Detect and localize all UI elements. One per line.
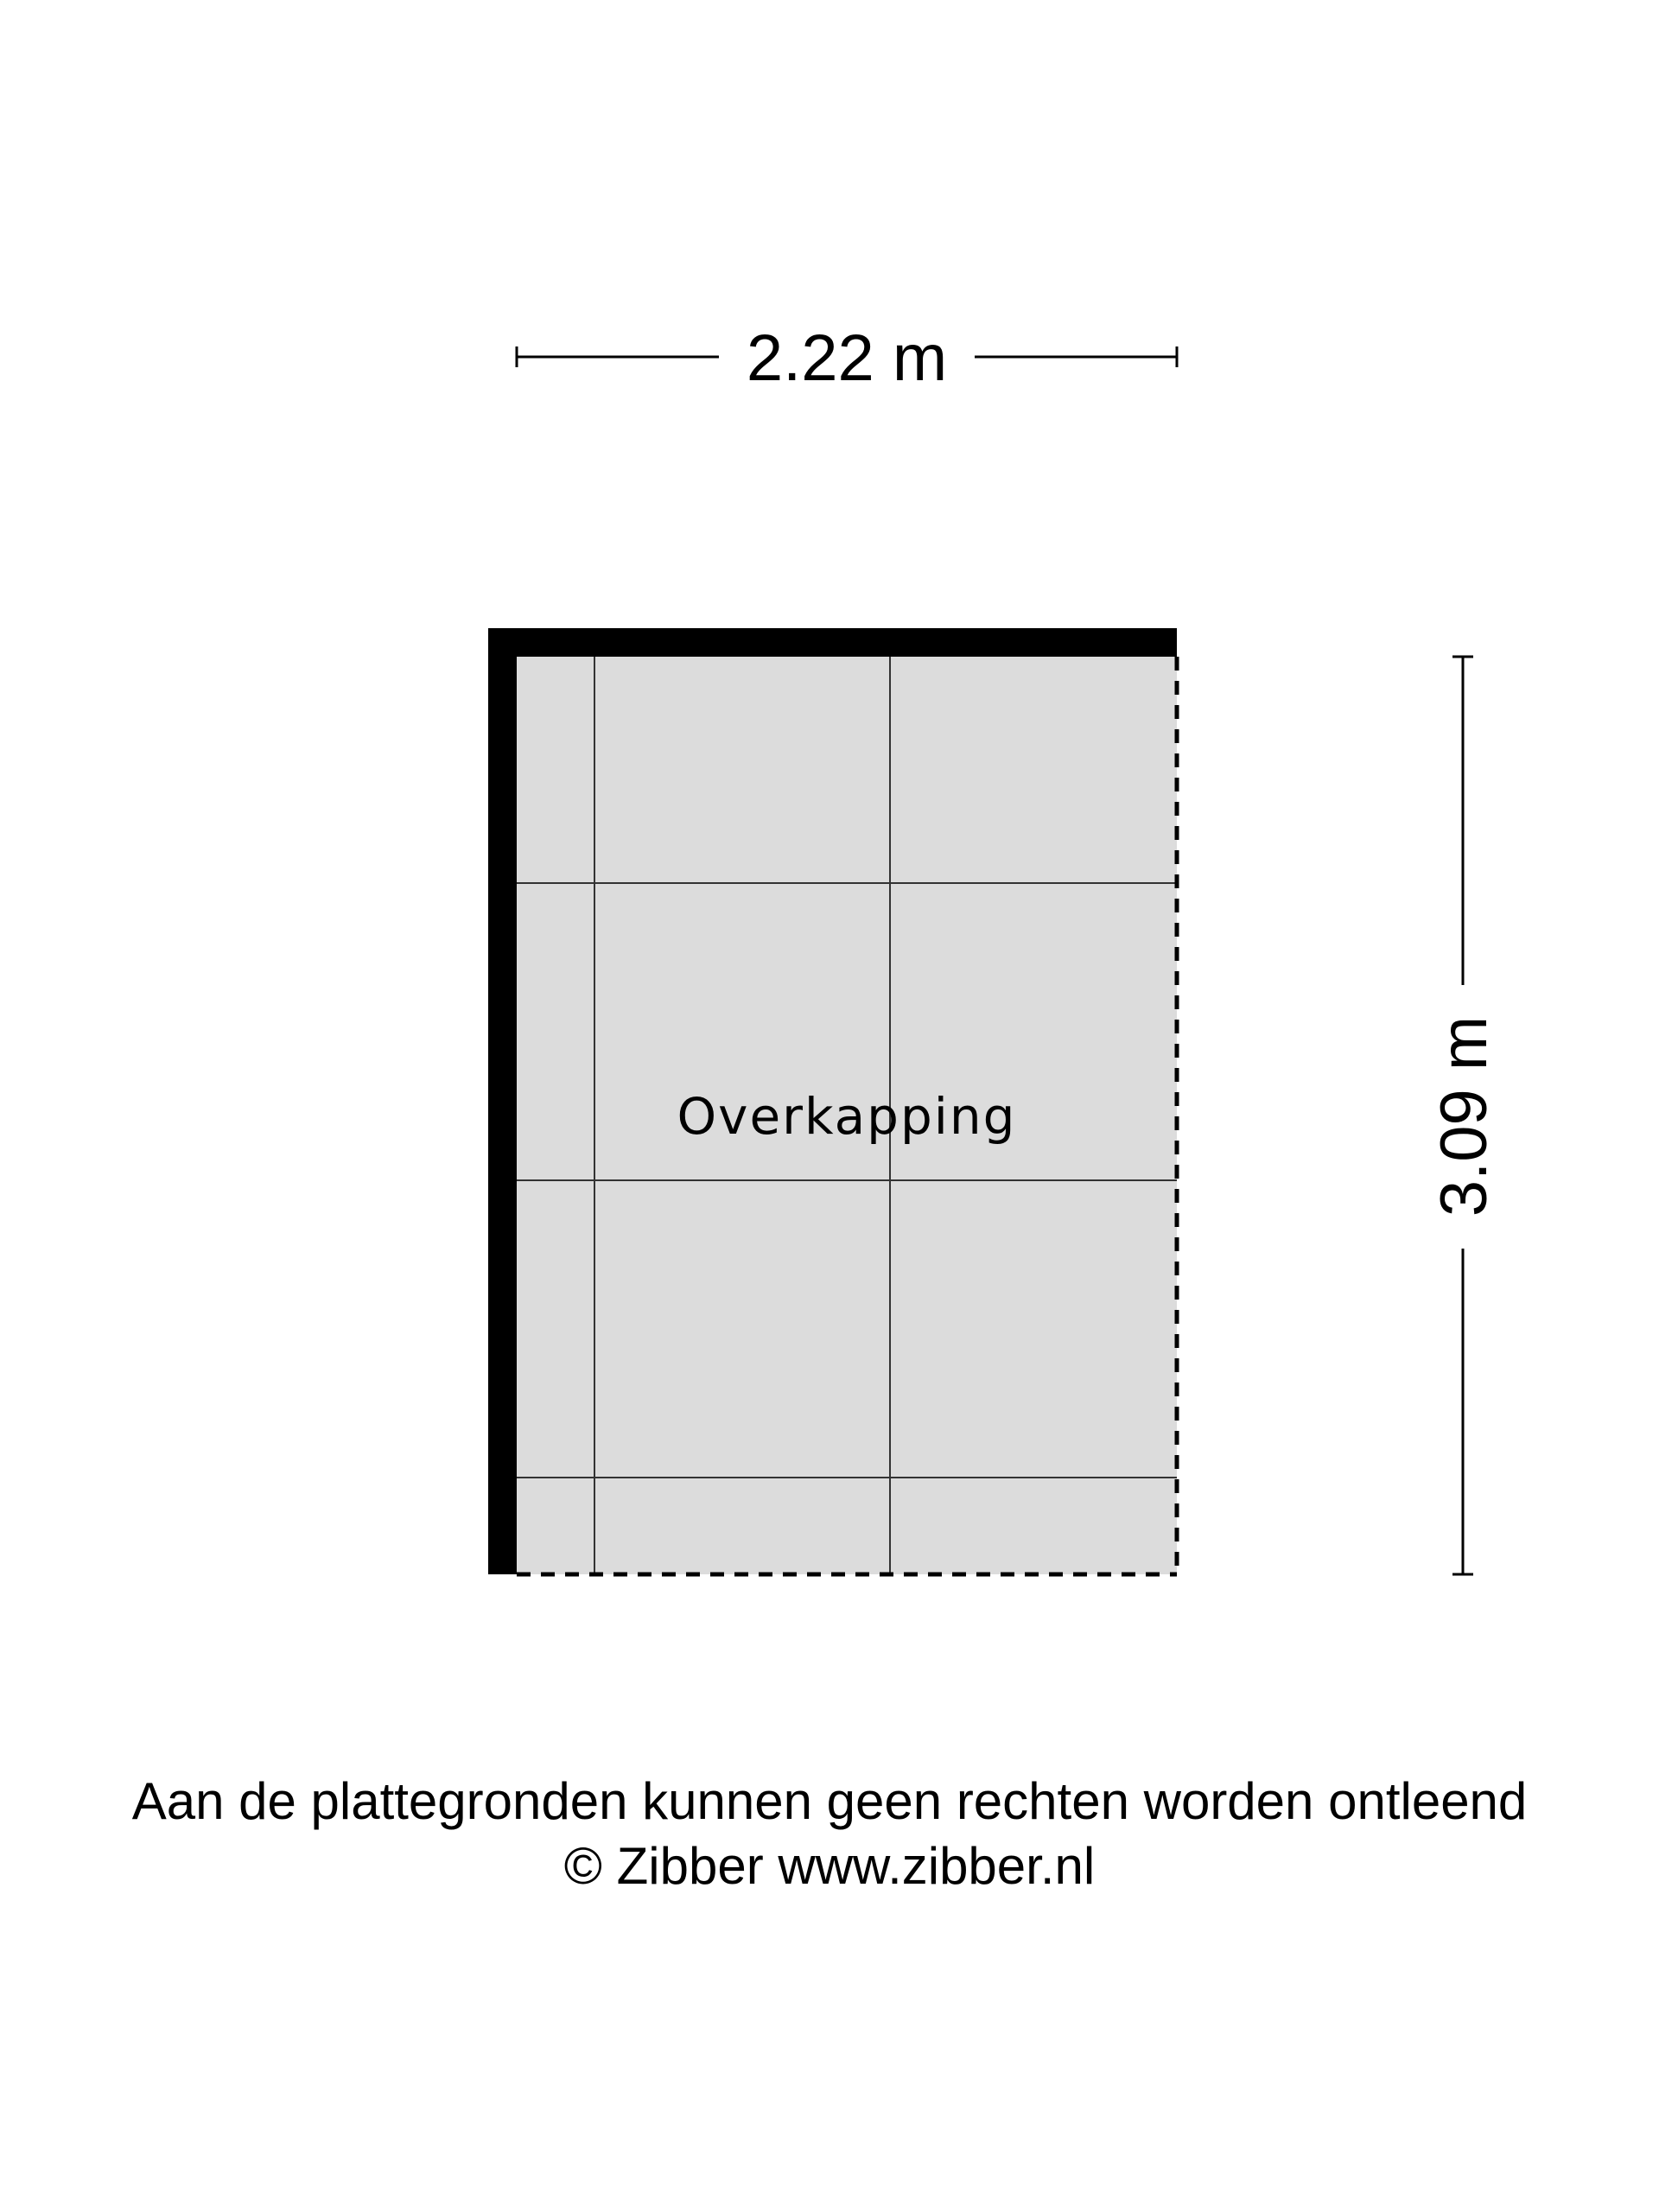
copyright-text: © Zibber www.zibber.nl bbox=[563, 1837, 1096, 1895]
width-label: 2.22 m bbox=[746, 321, 948, 395]
depth-label: 3.09 m bbox=[1427, 1015, 1501, 1217]
wall-top bbox=[488, 628, 1177, 657]
wall-left bbox=[488, 628, 517, 1574]
width-dimension bbox=[517, 321, 1177, 395]
depth-dimension bbox=[1427, 657, 1501, 1574]
room-label: Overkapping bbox=[677, 1087, 1017, 1146]
disclaimer-text: Aan de plattegronden kunnen geen rechten worden ontleend bbox=[131, 1772, 1528, 1830]
